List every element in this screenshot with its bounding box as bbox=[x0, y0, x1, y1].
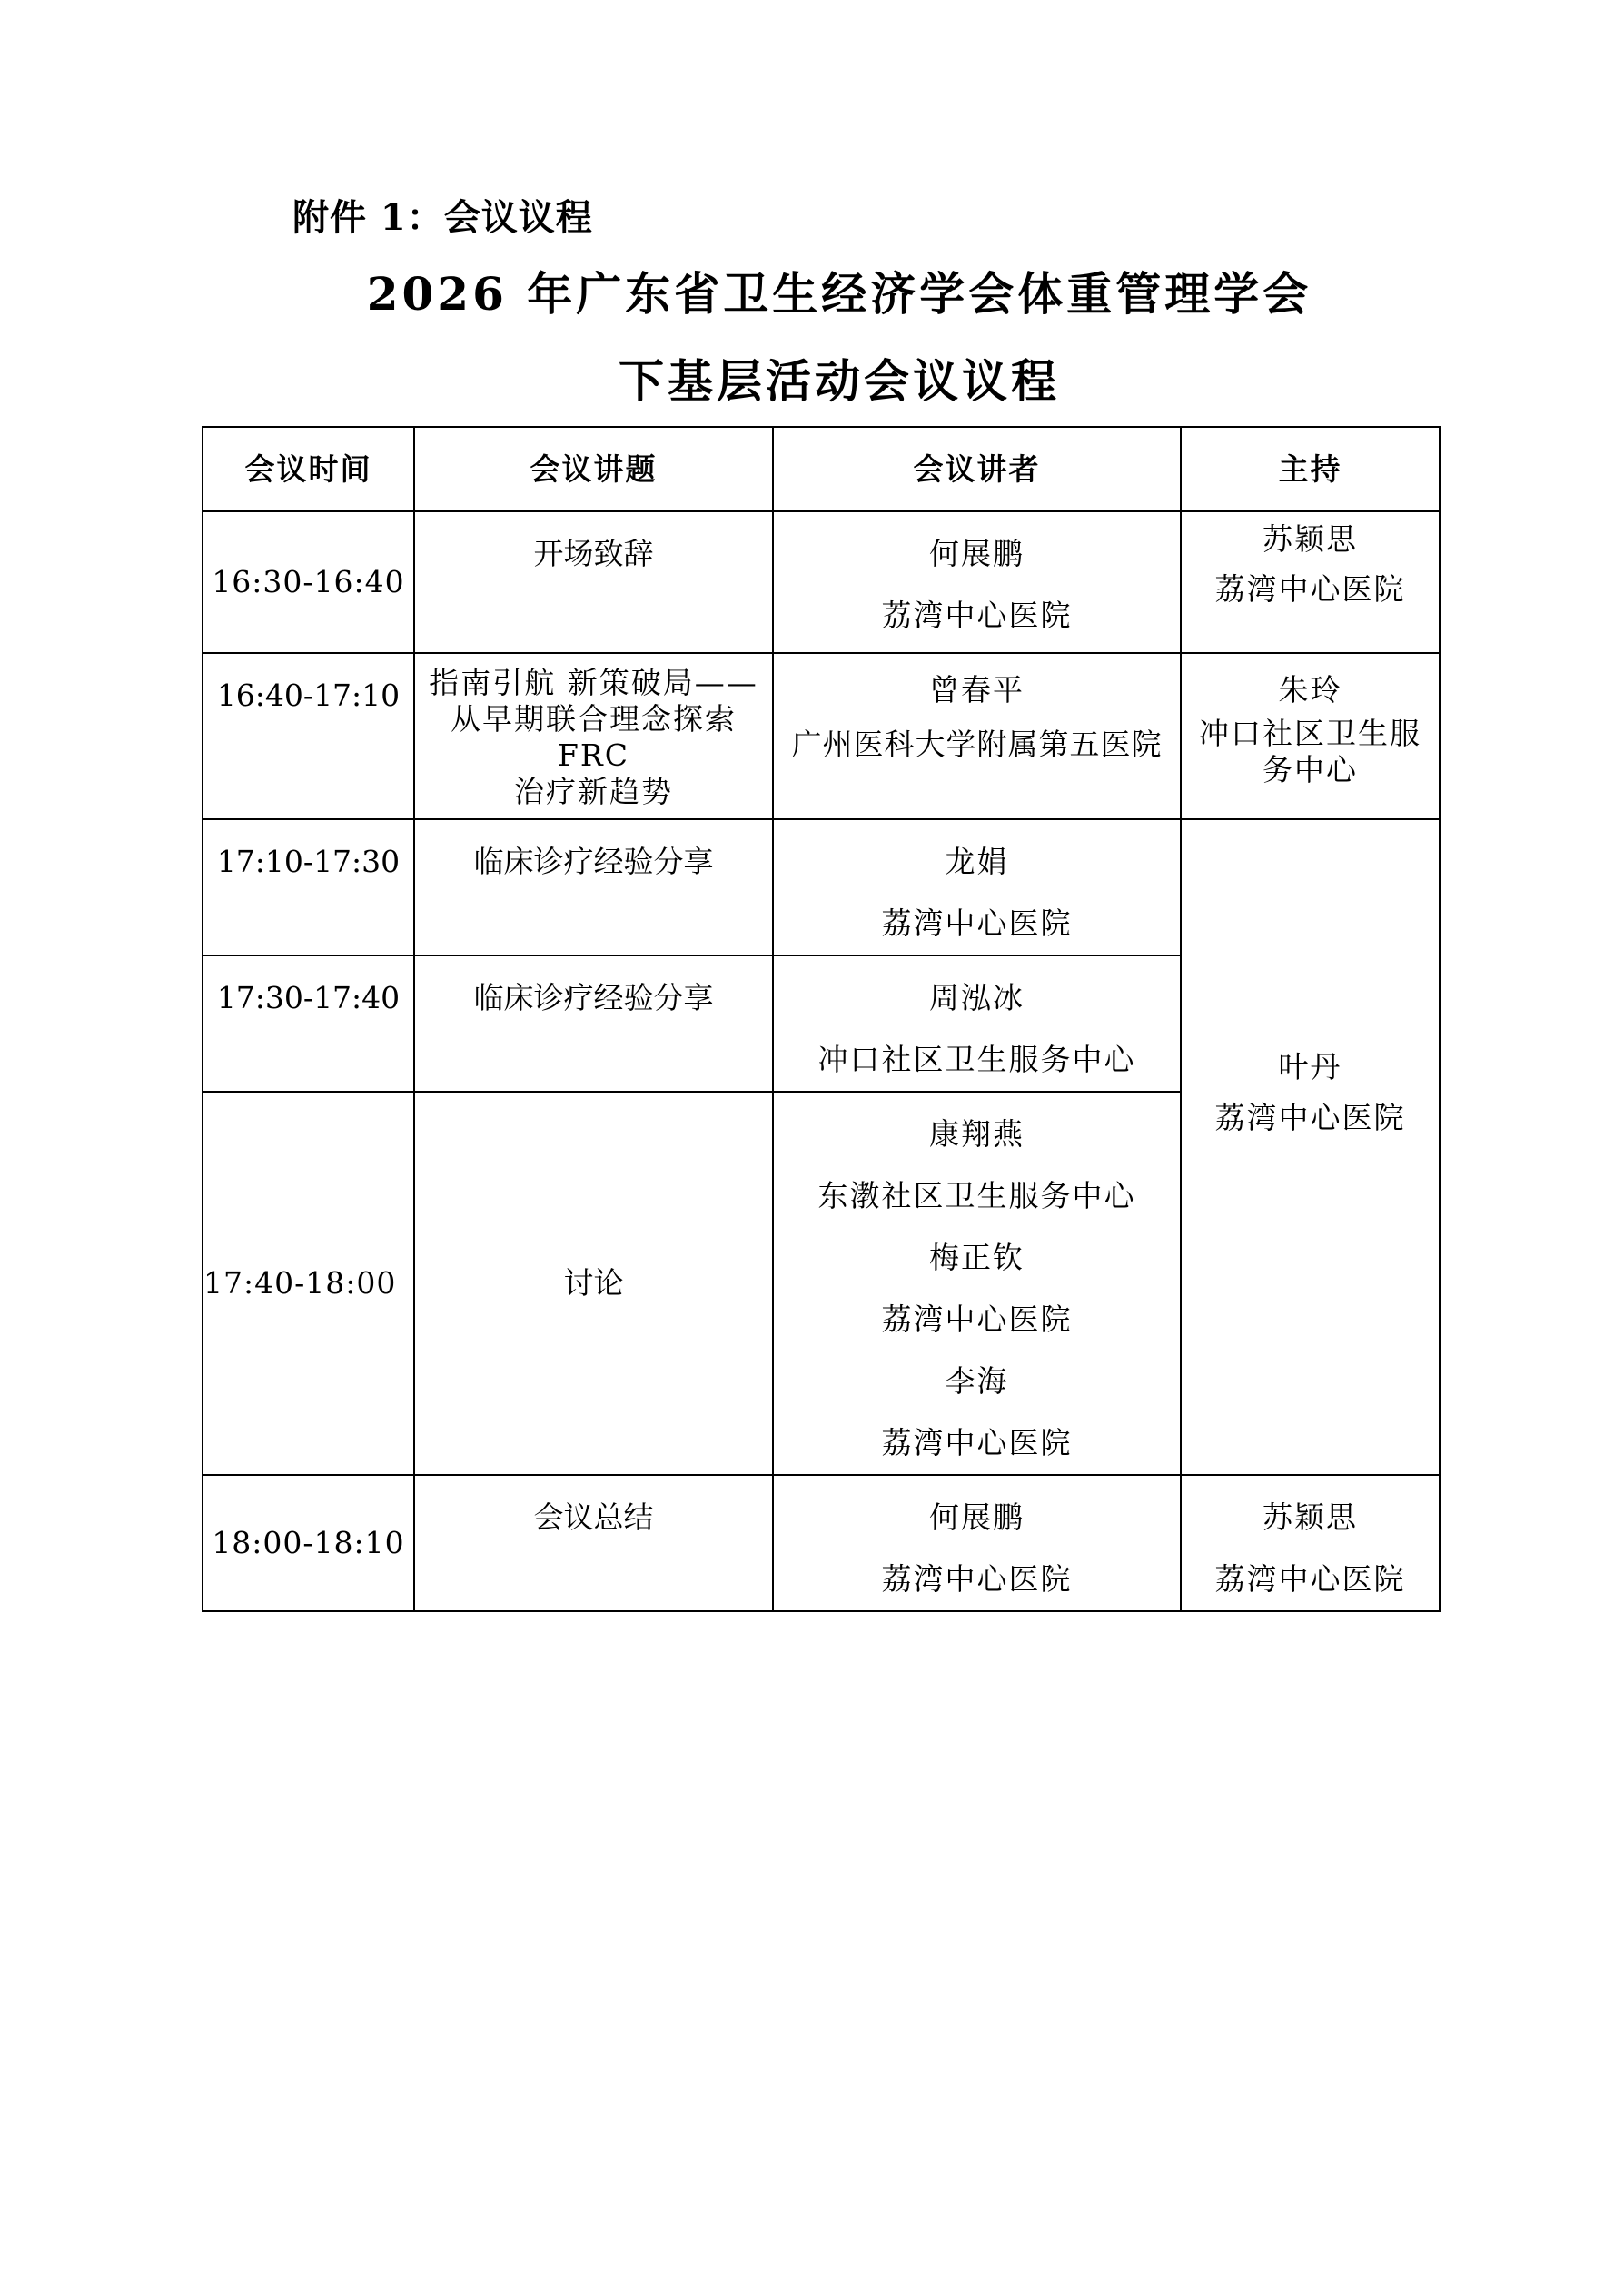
host-org-line: 务中心 bbox=[1263, 752, 1358, 787]
table-row bbox=[203, 1475, 1440, 1611]
host-name: 苏颖思 bbox=[1263, 1499, 1358, 1535]
speaker-org: 荔湾中心医院 bbox=[881, 598, 1073, 633]
row-time: 16:30-16:40 bbox=[203, 511, 414, 653]
row-time: 18:00-18:10 bbox=[203, 1475, 414, 1611]
row-topic: 开场致辞 bbox=[414, 511, 773, 653]
topic-line: 治疗新趋势 bbox=[514, 774, 673, 809]
row-speaker bbox=[773, 1092, 1181, 1475]
host-org-line: 冲口社区卫生服 bbox=[1199, 716, 1421, 751]
row-time: 17:30-17:40 bbox=[203, 955, 414, 1092]
row-host-shared bbox=[1181, 819, 1440, 1475]
speaker-org: 荔湾中心医院 bbox=[881, 906, 1073, 941]
row-host bbox=[1181, 1475, 1440, 1611]
speaker-name: 周泓冰 bbox=[929, 980, 1025, 1015]
host-org: 荔湾中心医院 bbox=[1214, 1561, 1406, 1597]
host-name: 朱玲 bbox=[1278, 672, 1342, 708]
speaker-org: 荔湾中心医院 bbox=[881, 1301, 1073, 1337]
row-host bbox=[1181, 653, 1440, 819]
row-host bbox=[1181, 511, 1440, 653]
speaker-name: 梅正钦 bbox=[929, 1240, 1025, 1275]
speaker-org: 荔湾中心医院 bbox=[881, 1425, 1073, 1460]
agenda-table bbox=[202, 426, 1441, 1612]
table-row bbox=[203, 819, 1440, 955]
topic-line: 指南引航 新策破局—— bbox=[429, 665, 758, 700]
speaker-name: 何展鹏 bbox=[929, 536, 1025, 571]
row-speaker bbox=[773, 955, 1181, 1092]
speaker-name: 曾春平 bbox=[929, 672, 1025, 708]
attachment-label: 附件 1：会议议程 bbox=[292, 196, 593, 239]
header-host: 主持 bbox=[1181, 427, 1440, 511]
row-topic: 讨论 bbox=[414, 1092, 773, 1475]
row-topic bbox=[414, 653, 773, 819]
document-title-line2: 下基层活动会议议程 bbox=[619, 354, 1060, 408]
speaker-org: 荔湾中心医院 bbox=[881, 1561, 1073, 1597]
row-time: 17:10-17:30 bbox=[203, 819, 414, 955]
row-speaker bbox=[773, 653, 1181, 819]
row-topic: 临床诊疗经验分享 bbox=[414, 955, 773, 1092]
speaker-name: 李海 bbox=[945, 1363, 1009, 1399]
table-header-row bbox=[203, 427, 1440, 511]
document-title-line1: 2026 年广东省卫生经济学会体重管理学会 bbox=[366, 267, 1312, 321]
row-speaker bbox=[773, 819, 1181, 955]
speaker-org: 东漖社区卫生服务中心 bbox=[817, 1178, 1136, 1213]
speaker-name: 康翔燕 bbox=[929, 1116, 1025, 1152]
table-row bbox=[203, 511, 1440, 653]
host-org: 荔湾中心医院 bbox=[1214, 1100, 1406, 1135]
row-speaker bbox=[773, 1475, 1181, 1611]
speaker-org: 广州医科大学附属第五医院 bbox=[791, 727, 1163, 762]
speaker-name: 何展鹏 bbox=[929, 1499, 1025, 1535]
header-topic: 会议讲题 bbox=[414, 427, 773, 511]
row-speaker bbox=[773, 511, 1181, 653]
row-time: 17:40-18:00 bbox=[203, 1092, 414, 1475]
row-topic: 会议总结 bbox=[414, 1475, 773, 1611]
topic-line: 从早期联合理念探索FRC bbox=[451, 701, 737, 773]
row-topic: 临床诊疗经验分享 bbox=[414, 819, 773, 955]
host-org: 荔湾中心医院 bbox=[1214, 571, 1406, 607]
table-row bbox=[203, 653, 1440, 819]
header-speaker: 会议讲者 bbox=[773, 427, 1181, 511]
host-name: 叶丹 bbox=[1278, 1049, 1342, 1084]
speaker-org: 冲口社区卫生服务中心 bbox=[817, 1042, 1136, 1077]
row-time: 16:40-17:10 bbox=[203, 653, 414, 819]
host-name: 苏颖思 bbox=[1263, 521, 1358, 557]
header-time: 会议时间 bbox=[203, 427, 414, 511]
speaker-name: 龙娟 bbox=[945, 844, 1009, 879]
